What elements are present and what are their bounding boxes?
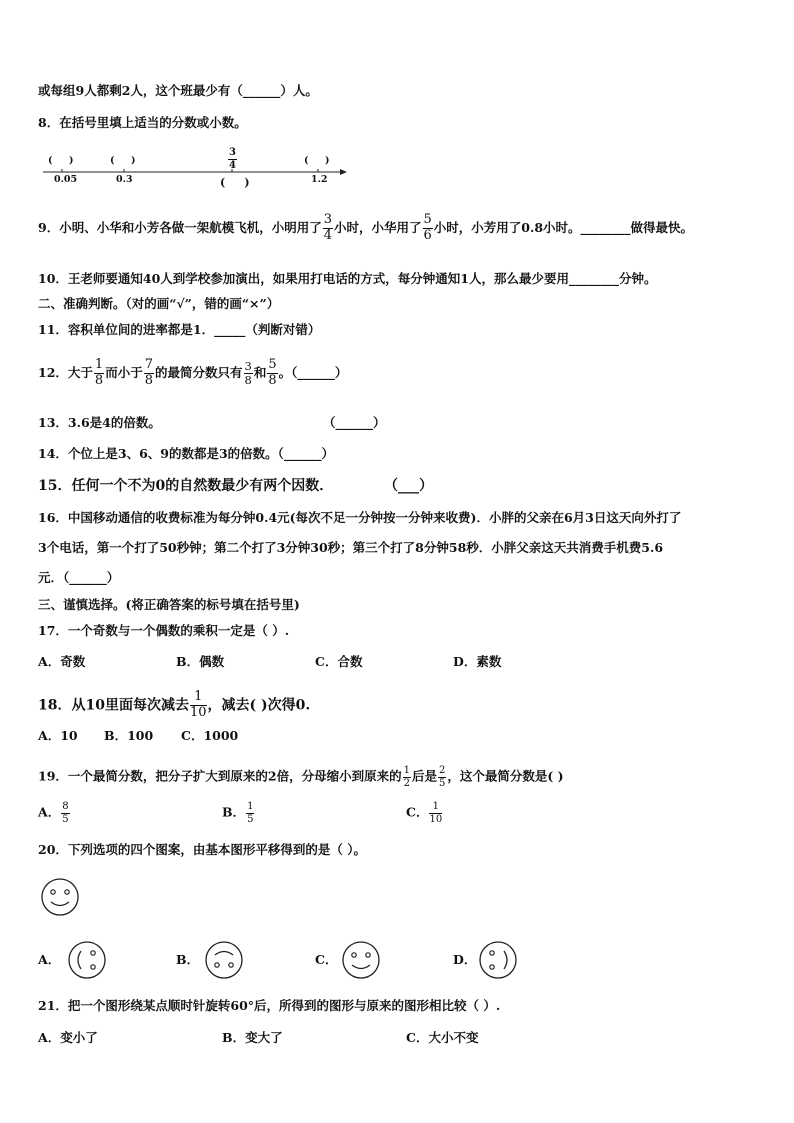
q9-answer-blank[interactable]: ________ bbox=[580, 219, 631, 235]
q16-line-1: 16．中国移动通信的收费标准为每分钟0.4元(每次不足一分钟按一分钟来收费)．小胖的父亲在6月3日这天向外打了 bbox=[38, 510, 682, 525]
q15-answer[interactable]: （___） bbox=[384, 478, 433, 494]
number-line-blank-2[interactable]: ( ) bbox=[110, 155, 136, 166]
rotated-smiley-face-b bbox=[204, 940, 244, 980]
q7-tail: 或每组9人都剩2人，这个班最少有（______）人。 bbox=[38, 83, 318, 98]
q21-option-c[interactable]: C．大小不变 bbox=[406, 1030, 479, 1045]
q16-line-3: 元．（______） bbox=[38, 570, 120, 585]
q20-option-c[interactable]: C． bbox=[315, 952, 338, 967]
q20-option-d[interactable]: D． bbox=[453, 952, 477, 967]
section-2-heading: 二、准确判断。（对的画“√”，错的画“×”） bbox=[38, 296, 280, 311]
base-smiley-face bbox=[40, 877, 80, 917]
q10-question: 10．王老师要通知40人到学校参加演出，如果用打电话的方式，每分钟通知1人，那么最少要用________分钟。 bbox=[38, 271, 657, 286]
q19-question: 19．一个最简分数，把分子扩大到原来的2倍，分母缩小到原来的 $\frac{1}{2}$ 后是 $\frac{2}{5}$ ，这个最简分数是( ) bbox=[38, 765, 564, 789]
q8-question: 8．在括号里填上适当的分数或小数。 bbox=[38, 115, 247, 130]
q14-answer-blank[interactable]: ______ bbox=[283, 446, 322, 461]
q12-question: 12．大于 $\frac{1}{8}$ 而小于 $\frac{7}{8}$ 的最简分数只有 $\frac{3}{8}$ 和 $\frac{5}{8}$ 。（______） bbox=[38, 357, 348, 388]
q19-option-c[interactable]: C． $\frac{1}{10}$ bbox=[406, 801, 443, 825]
q15-answer-blank[interactable]: ___ bbox=[398, 478, 419, 494]
q18-option-b[interactable]: B．100 bbox=[104, 728, 154, 743]
section-3-heading: 三、谨慎选择。(将正确答案的标号填在括号里) bbox=[38, 597, 300, 612]
q14-question: 14．个位上是3、6、9的数都是3的倍数。（______） bbox=[38, 446, 334, 461]
q10-answer-blank[interactable]: ________ bbox=[569, 271, 619, 286]
q19-option-b[interactable]: B． $\frac{1}{5}$ bbox=[222, 801, 254, 825]
q15-question: 15．任何一个不为0的自然数最少有两个因数． bbox=[38, 478, 334, 494]
q17-option-b[interactable]: B．偶数 bbox=[176, 654, 225, 669]
number-line-arrow bbox=[340, 169, 347, 175]
rotated-smiley-face-d bbox=[478, 940, 518, 980]
q16-line-2: 3个电话，第一个打了50秒钟；第二个打了3分钟30秒；第三个打了8分钟58秒．小胖父亲这天共消费手机费5.6 bbox=[38, 540, 664, 555]
q20-option-a[interactable]: A． bbox=[38, 952, 61, 967]
q20-option-b[interactable]: B． bbox=[176, 952, 200, 967]
q18-option-c[interactable]: C．1000 bbox=[181, 728, 239, 743]
q17-option-a[interactable]: A．奇数 bbox=[38, 654, 86, 669]
number-line-blank-3[interactable]: ( ) bbox=[220, 176, 250, 189]
q21-question: 21．把一个图形绕某点顺时针旋转60°后，所得到的图形与原来的图形相比较（ ）. bbox=[38, 998, 501, 1013]
number-line-label: 1.2 bbox=[311, 174, 328, 185]
q17-option-c[interactable]: C．合数 bbox=[315, 654, 363, 669]
q17-option-d[interactable]: D．素数 bbox=[453, 654, 502, 669]
q7-answer-blank[interactable]: ______ bbox=[242, 83, 281, 98]
q21-option-a[interactable]: A．变小了 bbox=[38, 1030, 98, 1045]
q12-answer-blank[interactable]: ______ bbox=[297, 364, 335, 380]
q18-option-a[interactable]: A．10 bbox=[38, 728, 78, 743]
q19-option-a[interactable]: A． $\frac{8}{5}$ bbox=[38, 801, 69, 825]
number-line-blank-1[interactable]: ( ) bbox=[48, 155, 74, 166]
q16-answer-blank[interactable]: ______ bbox=[69, 570, 107, 585]
number-line-fraction-3-4: $\frac{3}{4}$ bbox=[229, 147, 236, 171]
number-line-label: 0.3 bbox=[116, 174, 133, 185]
number-line-blank-4[interactable]: ( ) bbox=[304, 155, 330, 166]
q11-question: 11．容积单位间的进率都是1．_____（判断对错） bbox=[38, 322, 321, 337]
q13-question: 13．3.6是4的倍数。 bbox=[38, 415, 161, 430]
q17-question: 17．一个奇数与一个偶数的乘积一定是（ ）. bbox=[38, 623, 290, 638]
q13-answer[interactable]: （______） bbox=[323, 415, 386, 430]
translated-smiley-face-c bbox=[341, 940, 381, 980]
q21-option-b[interactable]: B．变大了 bbox=[222, 1030, 283, 1045]
number-line-label: 0.05 bbox=[54, 174, 78, 185]
rotated-smiley-face-a bbox=[67, 940, 107, 980]
q9-question: 9．小明、小华和小芳各做一架航模飞机，小明用了 $\frac{3}{4}$ 小时，小华用了 $\frac{5}{6}$ 小时，小芳用了0.8小时。________做得最快。 bbox=[38, 212, 694, 243]
q13-answer-blank[interactable]: ______ bbox=[335, 415, 374, 430]
q18-question: 18．从10里面每次减去 $\frac{1}{10}$ ，减去( )次得0. bbox=[38, 689, 311, 720]
q20-question: 20．下列选项的四个图案，由基本图形平移得到的是（ ）。 bbox=[38, 842, 366, 857]
q11-answer-blank[interactable]: _____ bbox=[214, 322, 246, 337]
